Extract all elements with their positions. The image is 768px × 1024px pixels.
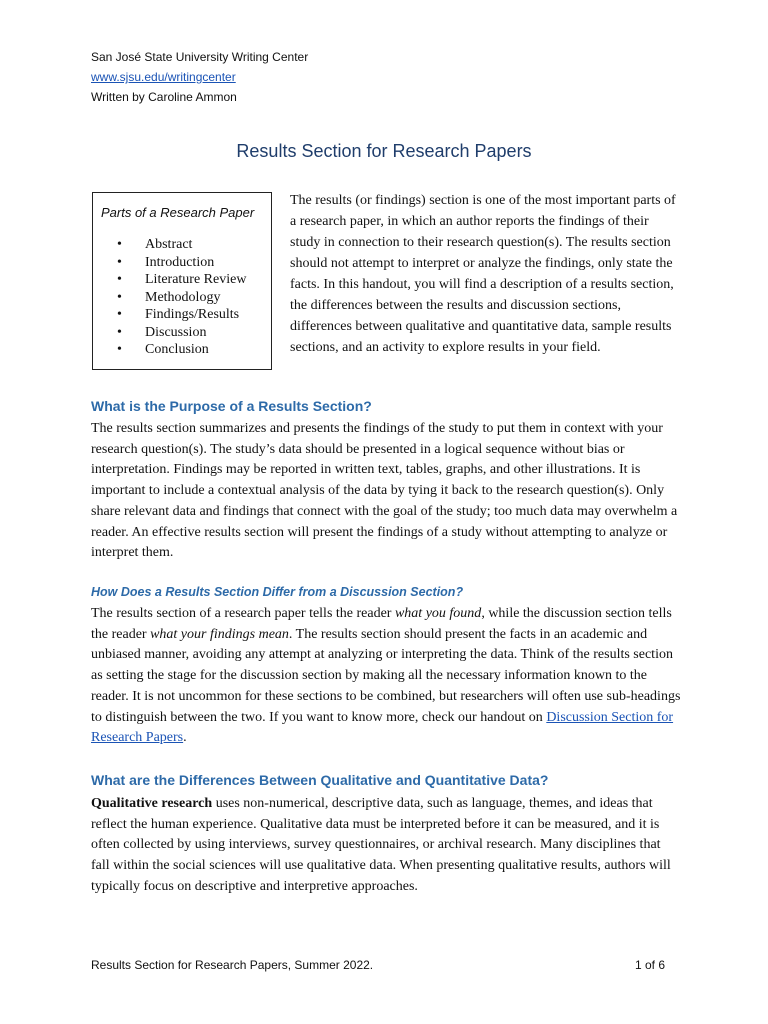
bullet-icon: • (117, 324, 122, 340)
bullet-icon: • (117, 342, 122, 357)
list-item: • Discussion (117, 324, 207, 340)
list-item: • Methodology (117, 289, 221, 305)
page-number: 1 of 6 (634, 958, 665, 972)
parts-of-paper-box (92, 192, 272, 370)
box-title: Parts of a Research Paper (101, 205, 255, 220)
bullet-icon: • (117, 307, 122, 322)
bullet-icon: • (117, 254, 122, 270)
list-item: • Abstract (117, 237, 193, 252)
list-item: • Introduction (117, 254, 215, 270)
bullet-icon: • (117, 289, 122, 305)
bullet-icon: • (117, 272, 122, 287)
parts-list (103, 236, 246, 359)
list-item: • Conclusion (117, 342, 209, 357)
header-org: San José State University Writing Center (91, 50, 309, 64)
section-heading-purpose: What is the Purpose of a Results Section? (91, 398, 372, 414)
qualitative-paragraph: Qualitative research uses non-numerical, descriptive data, such as language, themes, and ideas that reflect the human experience. Qualitative data must be interpreted before it can be measured, and it is often collected by using interviews, survey questionnaires, or archival research. Many disciplines that fall within the social sciences will use qualitative data. When presenting qualitative results, authors will typically focus on descriptive and interpretive approaches. (91, 796, 671, 894)
difference-paragraph: The results section of a research paper tells the reader what you found, while the discussion section tells the reader what your findings mean. The results section should present the facts in an academic and unbiased manner, avoiding any attempt at analyzing or interpreting the data. Think of the results section as setting the stage for the discussion section by making all the necessary information known to the reader. It is not uncommon for these sections to be combined, but researchers will often use sub-headings to distinguish between the two. If you want to know more, check our handout on Discussion Section for Research Papers. (91, 606, 681, 746)
intro-paragraph: The results (or findings) section is one of the most important parts of a research paper, in which an author reports the findings of their study in connection to their research question(s). The results section should not attempt to interpret or analyze the findings, only state the facts. In this handout, you will find a description of a results section, the differences between the results and discussion sections, differences between qualitative and quantitative data, sample results sections, and an activity to explore results in your field. (290, 193, 676, 355)
list-item: • Literature Review (117, 272, 247, 287)
purpose-paragraph: The results section summarizes and presents the findings of the study to put them in context with your research question(s). The study’s data should be presented in a logical sequence without bias or interpretation. Findings may be reported in written text, tables, graphs, and other illustrations. It is important to include a contextual analysis of the data by tying it back to the research question(s). Only share relevant data and findings that connect with the goal of the study; too much data may overwhelm a reader. An effective results section will present the findings of a study without attempting to analyze or interpret them. (91, 421, 678, 561)
list-item: • Findings/Results (117, 307, 240, 322)
header-url-link[interactable]: www.sjsu.edu/writingcenter (91, 70, 236, 84)
page-title: Results Section for Research Papers (236, 141, 532, 161)
discussion-handout-link[interactable]: Discussion Section for Research Papers (91, 709, 674, 746)
section-heading-data-types: What are the Differences Between Qualitative and Quantitative Data? (91, 772, 549, 788)
header-author: Written by Caroline Ammon (91, 90, 237, 104)
footer-title: Results Section for Research Papers, Summer 2022. (91, 958, 374, 972)
bullet-icon: • (117, 237, 122, 252)
section-heading-difference: How Does a Results Section Differ from a Discussion Section? (91, 585, 464, 599)
